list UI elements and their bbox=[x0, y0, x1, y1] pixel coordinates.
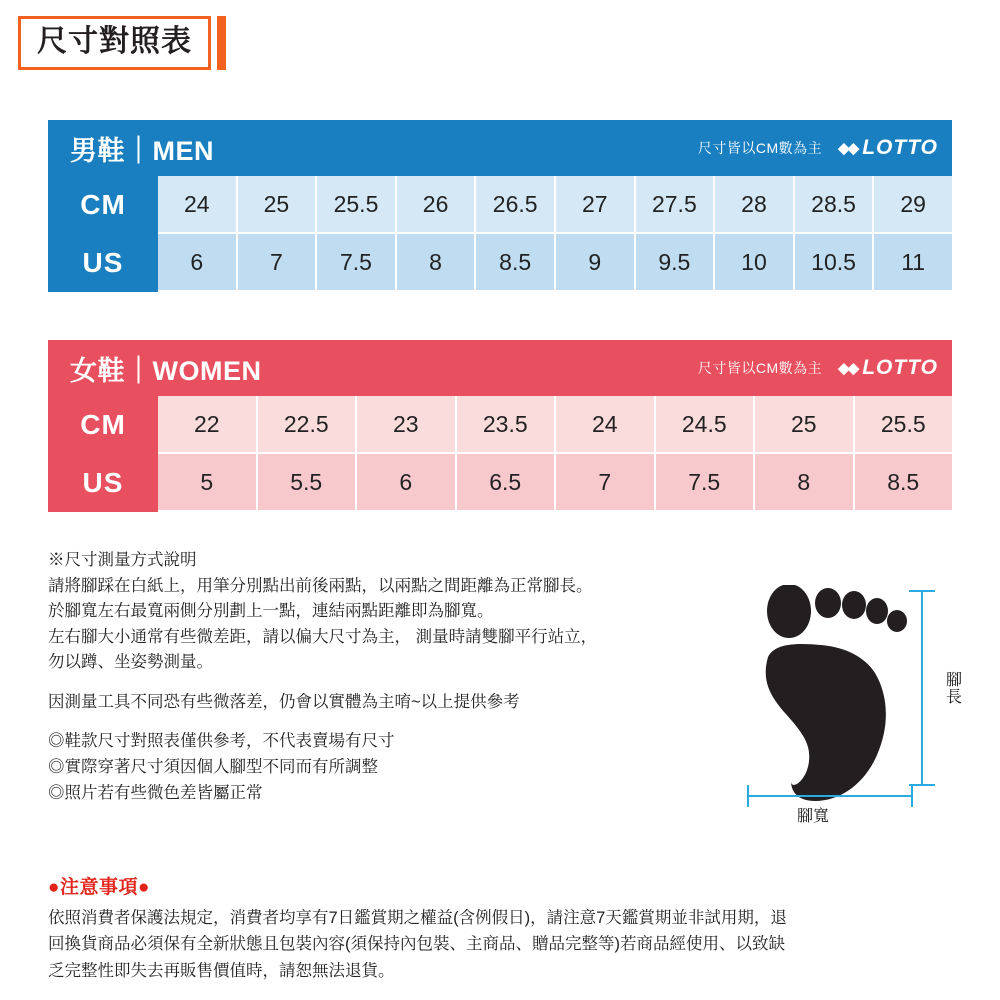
row-label: CM bbox=[48, 396, 158, 454]
notes-line-4: 勿以蹲、坐姿勢測量。 bbox=[48, 653, 213, 672]
table-cell: 24.5 bbox=[656, 396, 756, 454]
row-label: US bbox=[48, 454, 158, 512]
table-cell: 23 bbox=[357, 396, 457, 454]
foot-length-label bbox=[945, 673, 963, 707]
lotto-rhombus-icon: ◆◆ bbox=[838, 139, 858, 157]
table-cell: 24 bbox=[556, 396, 656, 454]
men-unit-note: 尺寸皆以CM數為主 bbox=[697, 140, 823, 156]
table-row bbox=[48, 454, 952, 512]
table-cell: 9.5 bbox=[636, 234, 716, 292]
notes-line-3: 左右腳大小通常有些微差距，請以偏大尺寸為主， 測量時請雙腳平行站立， bbox=[48, 627, 598, 646]
table-row bbox=[48, 396, 952, 454]
table-cell: 22.5 bbox=[258, 396, 358, 454]
women-table-header bbox=[48, 340, 952, 396]
table-cell: 5 bbox=[158, 454, 258, 512]
foot-length-dimension-line bbox=[907, 585, 937, 805]
notes-heading: ※尺寸測量方式說明 bbox=[48, 551, 197, 569]
table-cell: 22 bbox=[158, 396, 258, 454]
row-cells bbox=[158, 396, 952, 454]
notes-line-2: 於腳寬左右最寬兩側分別劃上一點，連結兩點距離即為腳寬。 bbox=[48, 602, 494, 621]
men-size-table bbox=[48, 120, 952, 292]
row-label: CM bbox=[48, 176, 158, 234]
women-unit-note: 尺寸皆以CM數為主 bbox=[697, 360, 823, 376]
table-cell: 6 bbox=[357, 454, 457, 512]
foot-length-text: 腳長 bbox=[945, 672, 962, 706]
table-cell: 8 bbox=[755, 454, 855, 512]
table-cell: 7 bbox=[238, 234, 318, 292]
row-cells bbox=[158, 454, 952, 512]
table-cell: 11 bbox=[874, 234, 952, 292]
title-accent-bar bbox=[217, 16, 226, 70]
table-row bbox=[48, 234, 952, 292]
notes-bullet-1: ◎鞋款尺寸對照表僅供參考，不代表賣場有尺寸 bbox=[48, 732, 395, 751]
table-cell: 7.5 bbox=[656, 454, 756, 512]
row-cells bbox=[158, 176, 952, 234]
table-cell: 24 bbox=[158, 176, 238, 234]
warning-title: ●注意事項● bbox=[48, 877, 150, 898]
table-cell: 9 bbox=[556, 234, 636, 292]
table-cell: 28.5 bbox=[795, 176, 875, 234]
women-category-label: 女鞋｜WOMEN bbox=[70, 355, 262, 386]
notes-bullet-2: ◎實際穿著尺寸須因個人腳型不同而有所調整 bbox=[48, 757, 378, 776]
lotto-wordmark: LOTTO bbox=[862, 356, 938, 379]
row-cells bbox=[158, 234, 952, 292]
men-table-header bbox=[48, 120, 952, 176]
table-cell: 27 bbox=[556, 176, 636, 234]
row-label: US bbox=[48, 234, 158, 292]
table-cell: 10.5 bbox=[795, 234, 875, 292]
table-cell: 25 bbox=[238, 176, 318, 234]
table-cell: 25.5 bbox=[855, 396, 953, 454]
warning-section bbox=[48, 872, 958, 984]
table-cell: 8.5 bbox=[855, 454, 953, 512]
table-cell: 26.5 bbox=[476, 176, 556, 234]
notes-bullet-3: ◎照片若有些微色差皆屬正常 bbox=[48, 783, 263, 802]
table-row bbox=[48, 176, 952, 234]
foot-width-dimension-line bbox=[740, 783, 920, 809]
table-cell: 7.5 bbox=[317, 234, 397, 292]
notes-line-1: 請將腳踩在白紙上，用筆分別點出前後兩點，以兩點之間距離為正常腳長。 bbox=[48, 576, 593, 595]
men-category-label: 男鞋｜MEN bbox=[70, 135, 214, 166]
table-cell: 27.5 bbox=[636, 176, 716, 234]
table-cell: 8 bbox=[397, 234, 477, 292]
women-size-table bbox=[48, 340, 952, 512]
warning-line-1: 依照消費者保護法規定，消費者均享有7日鑑賞期之權益(含例假日)，請注意7天鑑賞期並非試用期，退 bbox=[48, 909, 787, 927]
table-cell: 29 bbox=[874, 176, 952, 234]
foot-measurement-diagram bbox=[735, 585, 965, 840]
table-cell: 10 bbox=[715, 234, 795, 292]
foot-width-label: 腳寬 bbox=[797, 808, 830, 825]
page-title: 尺寸對照表 bbox=[18, 16, 211, 70]
table-cell: 25.5 bbox=[317, 176, 397, 234]
table-cell: 8.5 bbox=[476, 234, 556, 292]
table-cell: 6 bbox=[158, 234, 238, 292]
warning-line-3: 乏完整性即失去再販售價值時，請恕無法退貨。 bbox=[48, 961, 395, 980]
measurement-notes bbox=[48, 548, 748, 806]
table-cell: 6.5 bbox=[457, 454, 557, 512]
table-cell: 28 bbox=[715, 176, 795, 234]
notes-gap bbox=[48, 715, 748, 729]
table-cell: 7 bbox=[556, 454, 656, 512]
table-cell: 25 bbox=[755, 396, 855, 454]
warning-line-2: 回換貨商品必須保有全新狀態且包裝內容(須保持內包裝、主商品、贈品完整等)若商品經使用、以致缺 bbox=[48, 935, 785, 954]
lotto-wordmark: LOTTO bbox=[862, 136, 938, 159]
warning-body bbox=[48, 905, 958, 984]
page-title-badge bbox=[18, 16, 226, 70]
lotto-logo bbox=[838, 136, 938, 160]
notes-gap bbox=[48, 676, 748, 690]
table-cell: 5.5 bbox=[258, 454, 358, 512]
table-cell: 23.5 bbox=[457, 396, 557, 454]
lotto-logo bbox=[838, 356, 938, 380]
table-cell: 26 bbox=[397, 176, 477, 234]
lotto-rhombus-icon: ◆◆ bbox=[838, 359, 858, 377]
notes-line-5: 因測量工具不同恐有些微落差，仍會以實體為主唷~以上提供參考 bbox=[48, 692, 520, 711]
